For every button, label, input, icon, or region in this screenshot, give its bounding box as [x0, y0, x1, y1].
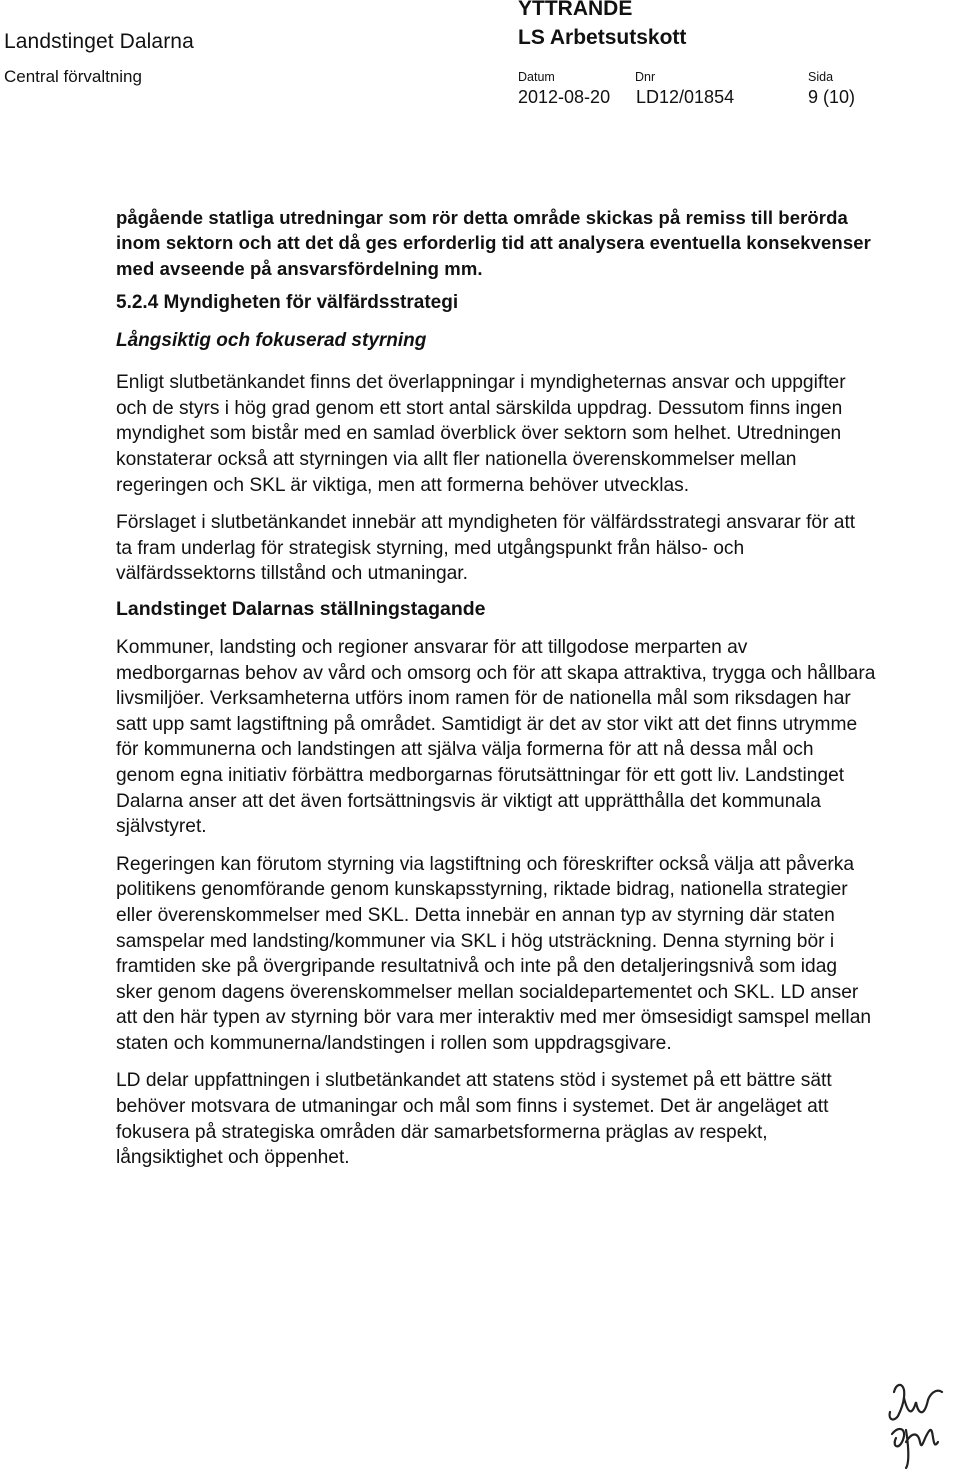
body-paragraph: Kommuner, landsting och regioner ansvarar för att tillgodose merparten av medborgarnas behov av vård och omsorg och för att skapa attraktiva, trygga och hållbara livsmiljöer. Verksamheterna utförs inom ramen för de nationella mål som riksdagen har satt upp samt lagstiftning på området. Samtidigt är det av stor vikt att det finns utrymme för kommunerna och landstingen att själva välja formerna för att nå dessa mål och genom egna initiativ förbättra medborgarnas förutsättningar för ett gott liv. Landstinget Dalarna anser att det även fortsättningsvis är viktigt att upprätthålla det kommunala självstyret. [116, 636, 876, 838]
section-number: 5.2.4 [116, 292, 159, 314]
body-paragraph: LD delar uppfattningen i slutbetänkandet att statens stöd i systemet på ett bättre sätt behöver motsvara de utmaningar och mål som finns i systemet. Det är angeläget att fokusera på strategiska områden där samarbetsformerna präglas av respekt, långsiktighet och öppenhet. [116, 1070, 832, 1169]
intro-paragraph: pågående statliga utredningar som rör detta område skickas på remiss till berörda inom sektorn och att det då ges erforderlig tid att analysera eventuella konsekvenser med avseende på ansvarsfördelning mm. [116, 207, 871, 279]
body-paragraph: Regeringen kan förutom styrning via lagstiftning och föreskrifter också välja att påverka politikens genomförande genom kunskapsstyrning, riktade bidrag, nationella strategier eller överenskommelser med SKL. Detta innebär en annan typ av styrning där staten samspelar med landsting/kommuner via SKL i hög utsträckning. Denna styrning bör i framtiden ske på övergripande resultatnivå och inte på den detaljeringsnivå som idag sker genom dagens överenskommelser mellan socialdepartementet och SKL. LD anser att den här typen av styrning bör vara mer interaktiv med mer ömsesidigt samspel mellan staten och kommunerna/landstingen i rollen som uppdragsgivare. [116, 853, 872, 1054]
organization-name: Landstinget Dalarna [4, 30, 194, 53]
page-label: Sida [808, 70, 834, 84]
organization-unit: Central förvaltning [4, 67, 142, 86]
subheading: Långsiktig och fokuserad styrning [116, 330, 427, 352]
page-number: 9 (10) [808, 87, 856, 107]
section-title: Myndigheten för välfärdsstrategi [163, 292, 459, 314]
handwritten-initials-signature [872, 1372, 956, 1472]
position-heading: Landstinget Dalarnas ställningstagande [116, 597, 486, 620]
document-body [116, 205, 876, 1171]
reference-value: LD12/01854 [636, 87, 735, 107]
document-type: YTTRANDE [518, 0, 633, 20]
reference-label: Dnr [635, 70, 656, 84]
section-heading [116, 290, 876, 316]
body-paragraph: Förslaget i slutbetänkandet innebär att myndigheten för välfärdsstrategi ansvarar för att ta fram underlag för strategisk styrning, med utgångspunkt från hälso- och välfärdssektorns tillstånd och utmaningar. [116, 512, 856, 585]
date-value: 2012-08-20 [518, 87, 611, 107]
date-label: Datum [518, 70, 555, 84]
committee-name: LS Arbetsutskott [518, 26, 687, 49]
body-paragraph: Enligt slutbetänkandet finns det överlappningar i myndigheternas ansvar och uppgifter och de styrs i hög grad genom ett stort antal särskilda uppdrag. Dessutom finns ingen myndighet som bistår med en samlad överblick över sektorn som helhet. Utredningen konstaterar också att styrningen via allt fler nationella överenskommelser mellan regeringen och SKL är viktiga, men att formerna behöver utvecklas. [116, 372, 846, 496]
